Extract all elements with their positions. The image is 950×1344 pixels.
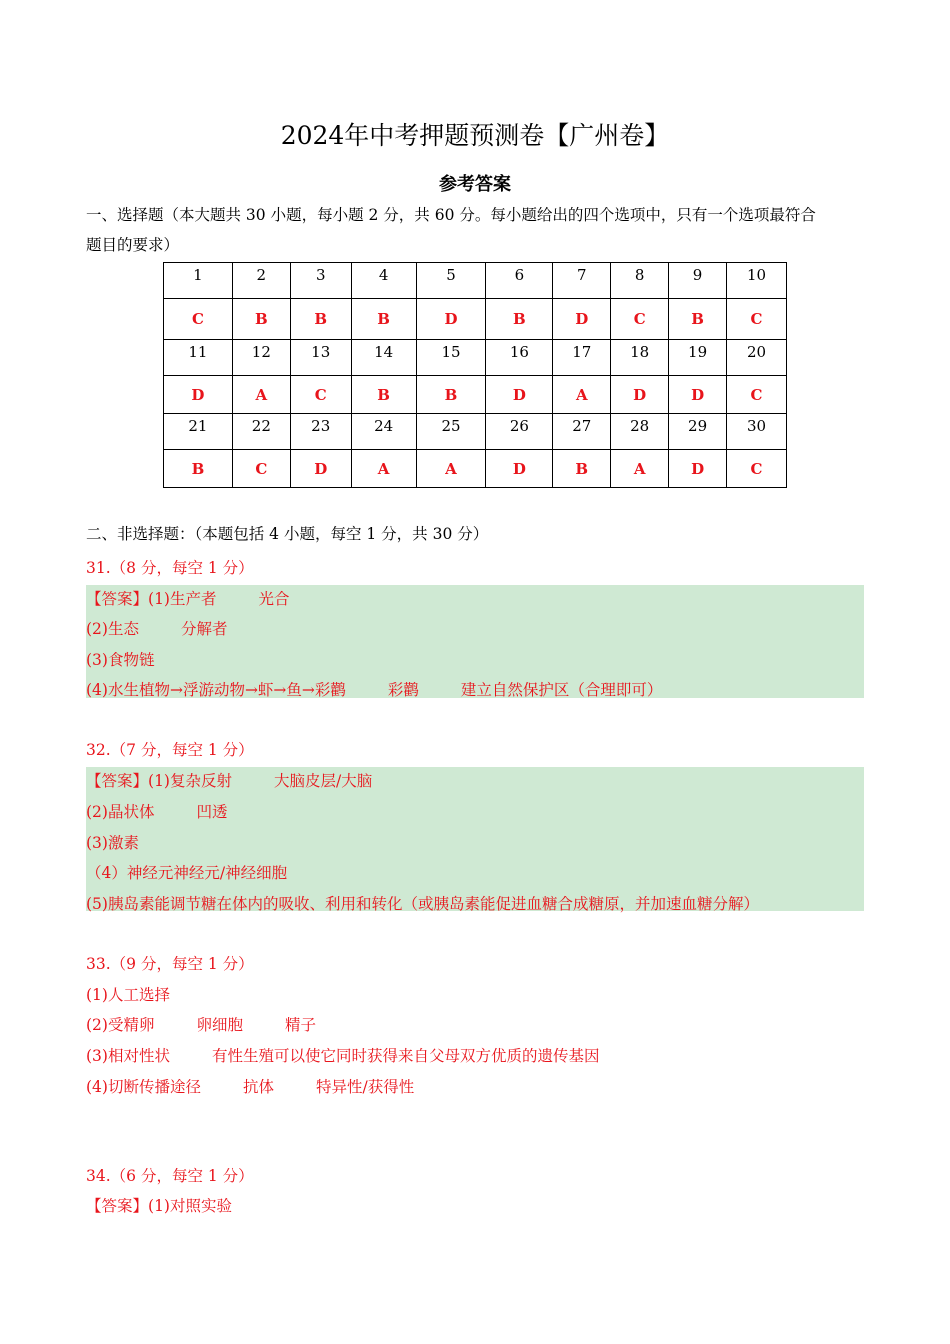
section1-heading-line2: 题目的要求） (86, 236, 180, 254)
question-number-cell: 22 (232, 414, 290, 450)
answer-key-cell: B (232, 299, 290, 340)
q31-line-2 (86, 617, 227, 639)
question-number-cell: 24 (351, 414, 416, 450)
q32-1b: 大脑皮层/大脑 (273, 772, 373, 790)
q32-line-2 (86, 800, 227, 822)
question-number-cell: 2 (232, 263, 290, 299)
question-number-cell: 17 (553, 340, 611, 376)
question-number-cell: 6 (486, 263, 553, 299)
answer-table (163, 262, 787, 488)
q31-1a: (1)生产者 (148, 590, 217, 608)
q32-4a: （4）神经元神经元/神经细胞 (86, 864, 288, 882)
question-number-row (164, 414, 787, 450)
question-number-cell: 30 (727, 414, 787, 450)
question-number-cell: 12 (232, 340, 290, 376)
page-title: 2024年中考押题预测卷【广州卷】 (280, 121, 670, 150)
answer-key-cell: D (611, 376, 669, 414)
q31-2b: 分解者 (180, 620, 228, 638)
answer-key-cell: D (164, 376, 233, 414)
q32-1a: (1)复杂反射 (148, 772, 232, 790)
q31-line-1 (86, 587, 290, 609)
answer-key-cell: B (290, 299, 351, 340)
question-number-row (164, 340, 787, 376)
question-number-cell: 15 (416, 340, 486, 376)
answer-key-cell: D (669, 376, 727, 414)
answer-key-cell: B (553, 450, 611, 488)
answer-key-cell: B (416, 376, 486, 414)
answer-key-cell: A (553, 376, 611, 414)
question-number-cell: 25 (416, 414, 486, 450)
q33-2b: 卵细胞 (196, 1016, 243, 1034)
question-number-cell: 18 (611, 340, 669, 376)
question-number-cell: 20 (727, 340, 787, 376)
q31-2a: (2)生态 (86, 620, 139, 638)
q31-4a: (4)水生植物→浮游动物→虾→鱼→彩鹳 (86, 681, 346, 699)
answer-key-cell: A (611, 450, 669, 488)
answer-tag: 【答案】 (86, 590, 149, 608)
answer-key-cell: B (669, 299, 727, 340)
question-number-cell: 1 (164, 263, 233, 299)
page-subtitle: 参考答案 (439, 174, 511, 195)
answer-key-cell: B (351, 376, 416, 414)
q33-line-1 (86, 983, 170, 1005)
answer-key-cell: A (351, 450, 416, 488)
question-number-cell: 8 (611, 263, 669, 299)
q33-4c: 特异性/获得性 (315, 1078, 415, 1096)
q33-2c: 精子 (284, 1016, 316, 1034)
q34-header: 34.（6 分，每空 1 分） (86, 1167, 254, 1185)
answer-key-row (164, 376, 787, 414)
answer-key-cell: D (416, 299, 486, 340)
q32-header: 32.（7 分，每空 1 分） (86, 741, 254, 759)
q33-3a: (3)相对性状 (86, 1047, 170, 1065)
q32-line-3 (86, 831, 139, 853)
q31-line-4 (86, 678, 662, 700)
q32-2a: (2)晶状体 (86, 803, 155, 821)
question-number-cell: 16 (486, 340, 553, 376)
question-number-cell: 9 (669, 263, 727, 299)
question-number-cell: 29 (669, 414, 727, 450)
question-number-cell: 19 (669, 340, 727, 376)
q33-1a: (1)人工选择 (86, 986, 170, 1004)
q32-line-5 (86, 892, 759, 914)
answer-key-cell: D (290, 450, 351, 488)
question-number-cell: 28 (611, 414, 669, 450)
q33-line-2 (86, 1013, 316, 1035)
answer-key-cell: B (351, 299, 416, 340)
answer-tag: 【答案】 (86, 1197, 149, 1215)
q32-3a: (3)激素 (86, 834, 139, 852)
answer-key-cell: C (232, 450, 290, 488)
answer-key-cell: D (486, 450, 553, 488)
section1-heading-line1: 一、选择题（本大题共 30 小题，每小题 2 分，共 60 分。每小题给出的四个选项中，只有一个选项最符合 (86, 206, 816, 224)
answer-key-cell: C (611, 299, 669, 340)
q32-2b: 凹透 (196, 803, 228, 821)
answer-key-cell: D (553, 299, 611, 340)
q31-4b: 彩鹳 (387, 681, 419, 699)
q33-4b: 抗体 (242, 1078, 274, 1096)
answer-tag: 【答案】 (86, 772, 149, 790)
question-number-cell: 27 (553, 414, 611, 450)
answer-key-row (164, 299, 787, 340)
q33-header: 33.（9 分，每空 1 分） (86, 955, 254, 973)
question-number-cell: 14 (351, 340, 416, 376)
q33-line-3 (86, 1044, 599, 1066)
answer-key-cell: C (727, 376, 787, 414)
answer-key-row (164, 450, 787, 488)
answer-key-cell: D (669, 450, 727, 488)
q34-1a: (1)对照实验 (148, 1197, 232, 1215)
answer-key-cell: C (164, 299, 233, 340)
answer-key-cell: B (164, 450, 233, 488)
answer-key-cell: C (727, 299, 787, 340)
q32-line-4 (86, 861, 287, 883)
q32-5a: (5)胰岛素能调节糖在体内的吸收、利用和转化（或胰岛素能促进血糖合成糖原，并加速血糖分解） (86, 895, 759, 913)
q31-1b: 光合 (258, 590, 290, 608)
q31-4c: 建立自然保护区（合理即可） (460, 681, 663, 699)
question-number-cell: 4 (351, 263, 416, 299)
q33-3b: 有性生殖可以使它同时获得来自父母双方优质的遗传基因 (211, 1047, 600, 1065)
q31-3a: (3)食物链 (86, 651, 155, 669)
q34-line-1 (86, 1194, 232, 1216)
question-number-cell: 7 (553, 263, 611, 299)
question-number-cell: 23 (290, 414, 351, 450)
question-number-cell: 3 (290, 263, 351, 299)
question-number-row (164, 263, 787, 299)
q32-line-1 (86, 769, 372, 791)
question-number-cell: 5 (416, 263, 486, 299)
q31-header: 31.（8 分，每空 1 分） (86, 559, 254, 577)
answer-key-cell: C (290, 376, 351, 414)
q33-2a: (2)受精卵 (86, 1016, 155, 1034)
section2-heading: 二、非选择题：（本题包括 4 小题，每空 1 分，共 30 分） (86, 525, 489, 543)
answer-key-cell: D (486, 376, 553, 414)
question-number-cell: 21 (164, 414, 233, 450)
question-number-cell: 11 (164, 340, 233, 376)
answer-key-cell: C (727, 450, 787, 488)
answer-key-cell: A (232, 376, 290, 414)
answer-key-cell: A (416, 450, 486, 488)
q33-line-4 (86, 1075, 414, 1097)
q31-line-3 (86, 648, 154, 670)
question-number-cell: 10 (727, 263, 787, 299)
question-number-cell: 26 (486, 414, 553, 450)
q33-4a: (4)切断传播途径 (86, 1078, 201, 1096)
question-number-cell: 13 (290, 340, 351, 376)
answer-key-cell: B (486, 299, 553, 340)
